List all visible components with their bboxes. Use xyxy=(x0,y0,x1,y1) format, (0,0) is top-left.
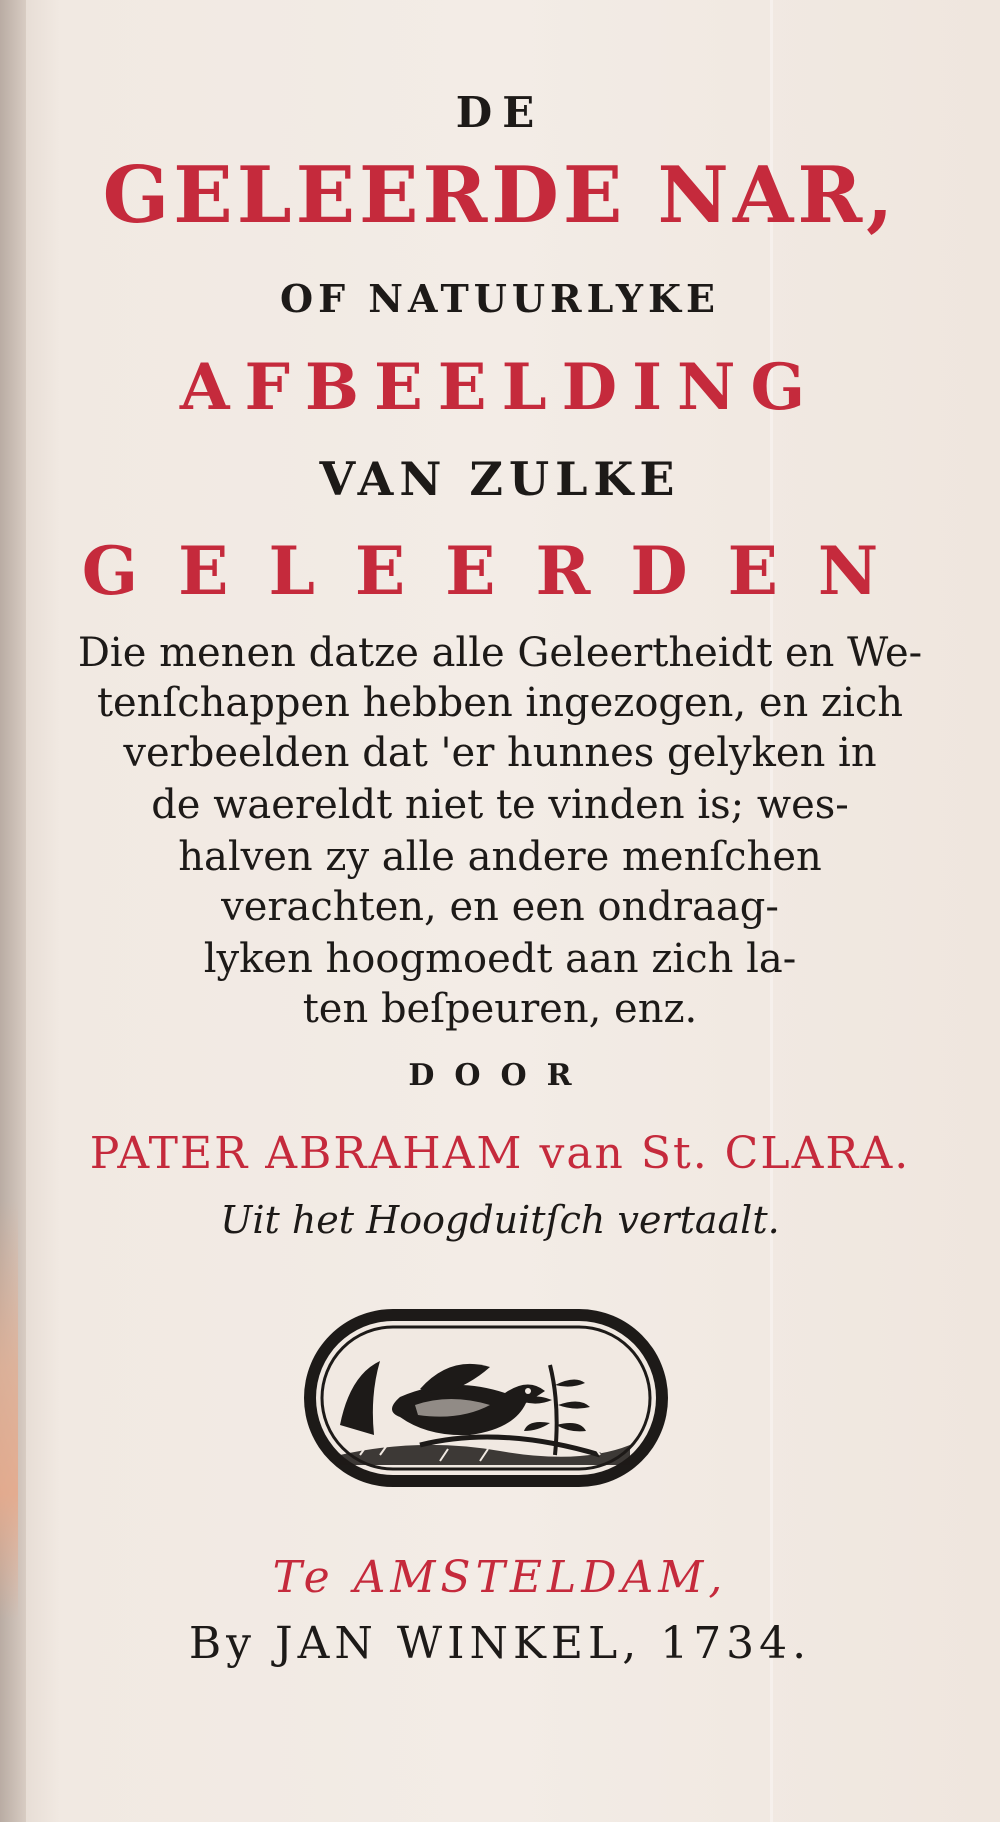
title-line-geleerden: GELEERDEN xyxy=(81,532,919,610)
title-line-of: OF NATUURLYKE xyxy=(280,276,720,321)
description-line: verbeelden dat 'er hunnes gelyken in xyxy=(123,730,877,776)
description-line: ten beſpeuren, enz. xyxy=(302,986,698,1032)
title-line-afbeelding: AFBEELDING xyxy=(179,350,821,425)
imprint-publisher: By JAN WINKEL, 1734. xyxy=(188,1618,812,1669)
title-line-van-zulke: VAN ZULKE xyxy=(319,452,681,506)
description-line: halven zy alle andere menſchen xyxy=(178,834,822,880)
translation-note: Uit het Hoogduitſch vertaalt. xyxy=(220,1198,780,1242)
title-line-de: DE xyxy=(455,88,545,137)
description-line: lyken hoogmoedt aan zich la- xyxy=(203,936,797,982)
door-line: DOOR xyxy=(408,1058,592,1093)
imprint-city: Te AMSTELDAM, xyxy=(272,1552,728,1603)
title-main: GELEERDE NAR, xyxy=(102,150,898,241)
description-line: verachten, en een ondraag- xyxy=(221,884,779,930)
description-line: tenſchappen hebben ingezogen, en zich xyxy=(96,680,904,726)
description-line: de waereldt niet te vinden is; wes- xyxy=(151,782,849,828)
description-line: Die menen datze alle Geleertheidt en We- xyxy=(77,630,923,676)
bird-on-branch-woodcut-icon xyxy=(300,1305,672,1491)
author-line: PATER ABRAHAM van St. CLARA. xyxy=(89,1128,911,1179)
